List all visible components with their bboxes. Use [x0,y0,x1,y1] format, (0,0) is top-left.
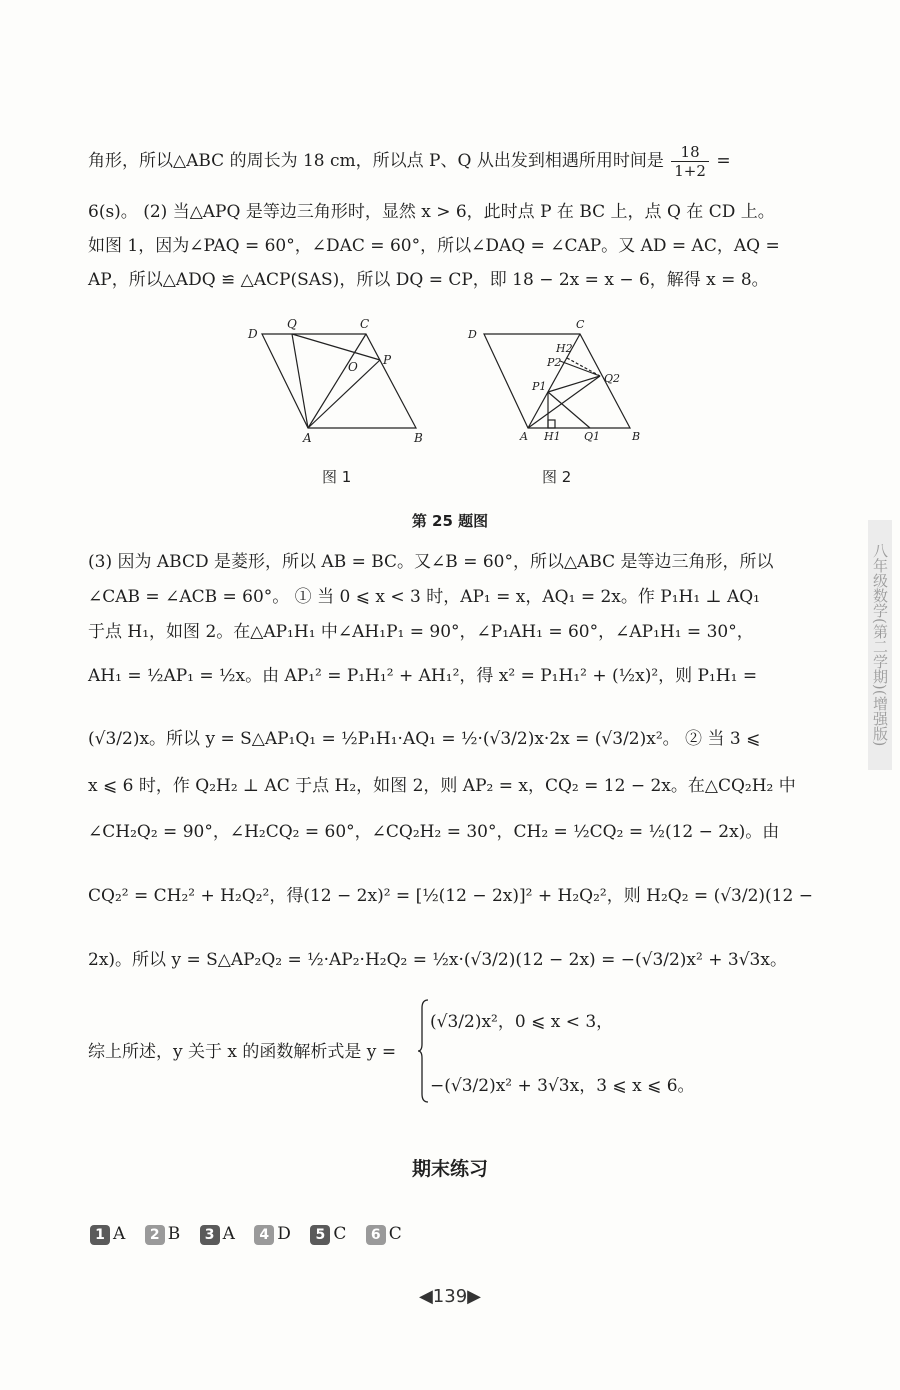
answer-letter: B [167,1224,181,1244]
answer-list [90,1224,416,1245]
fig2-label-p1: P1 [532,380,547,393]
text-p1-end: = [716,151,731,171]
fig1-label-q: Q [287,317,297,331]
fig1-label-c: C [360,317,370,331]
q3-line-3: 于点 H₁，如图 2。在△AP₁H₁ 中∠AH₁P₁ = 90°，∠P₁AH₁ = 60°，∠AP₁H₁ = 30°， [88,622,754,642]
q3-line-1: (3) 因为 ABCD 是菱形，所以 AB = BC。又∠B = 60°，所以△ABC 是等边三角形，所以 [88,552,774,572]
answer-number: 6 [366,1225,386,1245]
answer-item [310,1224,346,1245]
answer-letter: A [222,1224,235,1244]
q3-line-7: ∠CH₂Q₂ = 90°，∠H₂CQ₂ = 60°，∠CQ₂H₂ = 30°，CH₂ = ½CQ₂ = ½(12 − 2x)。由 [88,822,780,842]
fig1-caption: 图 1 [322,468,352,486]
fig1-label-d: D [248,327,258,341]
fig2-label-c: C [576,318,585,331]
fig1-label-p: P [383,353,392,367]
answer-letter: C [333,1224,347,1244]
answer-number: 4 [254,1225,274,1245]
q3-line-2: ∠CAB = ∠ACB = 60°。 ① 当 0 ⩽ x < 3 时，AP₁ = x，AQ₁ = 2x。作 P₁H₁ ⊥ AQ₁ [88,587,760,607]
answer-item [145,1224,181,1245]
text-line-1 [88,143,808,180]
fig2-label-p2: P2 [547,356,562,369]
text-line-4: AP，所以△ADQ ≌ △ACP(SAS)，所以 DQ = CP，即 18 − 2x = x − 6，解得 x = 8。 [88,270,769,290]
answer-number: 5 [310,1225,330,1245]
q3-line-4: AH₁ = ½AP₁ = ½x。由 AP₁² = P₁H₁² + AH₁²，得 x² = P₁H₁² + (½x)²，则 P₁H₁ = [88,666,758,686]
figure-1 [240,316,430,446]
section-title: 期末练习 [411,1158,488,1180]
fig2-label-h1: H1 [544,430,561,443]
text-line-3: 如图 1，因为∠PAQ = 60°，∠DAC = 60°，所以∠DAQ = ∠CAP。又 AD = AC，AQ = [88,236,780,256]
fig2-label-h2: H2 [556,342,573,355]
fig2-caption: 图 2 [542,468,572,486]
piecewise-brace [418,998,430,1104]
answer-letter: D [277,1224,291,1244]
figure-2 [460,316,650,446]
summary-lead: 综上所述，y 关于 x 的函数解析式是 y = [88,1042,397,1062]
page-number: ◀139▶ [418,1286,482,1307]
figure-title: 第 25 题图 [411,512,489,530]
answer-item [90,1224,125,1245]
piecewise-case-2: −(√3/2)x² + 3√3x，3 ⩽ x ⩽ 6。 [430,1076,695,1096]
fig2-label-d: D [468,328,477,341]
fig2-label-q1: Q1 [584,430,601,443]
fig2-label-b: B [632,430,641,443]
answer-item [254,1224,291,1245]
q3-line-6: x ⩽ 6 时，作 Q₂H₂ ⊥ AC 于点 H₂，如图 2，则 AP₂ = x，CQ₂ = 12 − 2x。在△CQ₂H₂ 中 [88,776,796,796]
answer-letter: C [388,1224,402,1244]
answer-number: 3 [200,1225,220,1245]
answer-letter: A [113,1224,126,1244]
answer-item [366,1224,402,1245]
answer-item [200,1224,235,1245]
fraction-den: 1+2 [674,162,706,180]
answer-number: 2 [145,1225,165,1245]
piecewise-case-1: (√3/2)x²，0 ⩽ x < 3， [430,1012,614,1032]
fig2-label-q2: Q2 [604,372,621,385]
fig2-label-a: A [520,430,528,443]
fig1-label-b: B [414,431,423,445]
q3-line-8: CQ₂² = CH₂² + H₂Q₂²，得(12 − 2x)² = [½(12 − 2x)]² + H₂Q₂²，则 H₂Q₂ = (√3/2)(12 − [88,886,813,906]
q3-line-9: 2x)。所以 y = S△AP₂Q₂ = ½·AP₂·H₂Q₂ = ½x·(√3/2)(12 − 2x) = −(√3/2)x² + 3√3x。 [88,950,787,970]
fig1-label-o: O [348,360,358,374]
fraction-num: 18 [671,143,709,162]
text-p1: 角形，所以△ABC 的周长为 18 cm，所以点 P、Q 从出发到相遇所用时间是 [88,151,664,171]
q3-line-5: (√3/2)x。所以 y = S△AP₁Q₁ = ½P₁H₁·AQ₁ = ½·(√3/2)x·2x = (√3/2)x²。 ② 当 3 ⩽ [88,729,761,749]
answer-number: 1 [90,1225,110,1245]
text-line-2: 6(s)。 (2) 当△APQ 是等边三角形时，显然 x > 6，此时点 P 在 BC 上，点 Q 在 CD 上。 [88,202,775,222]
side-tab: 八年级数学(第二学期)(增强版) [868,520,892,770]
fig1-label-a: A [303,431,312,445]
fraction-time [671,143,709,180]
